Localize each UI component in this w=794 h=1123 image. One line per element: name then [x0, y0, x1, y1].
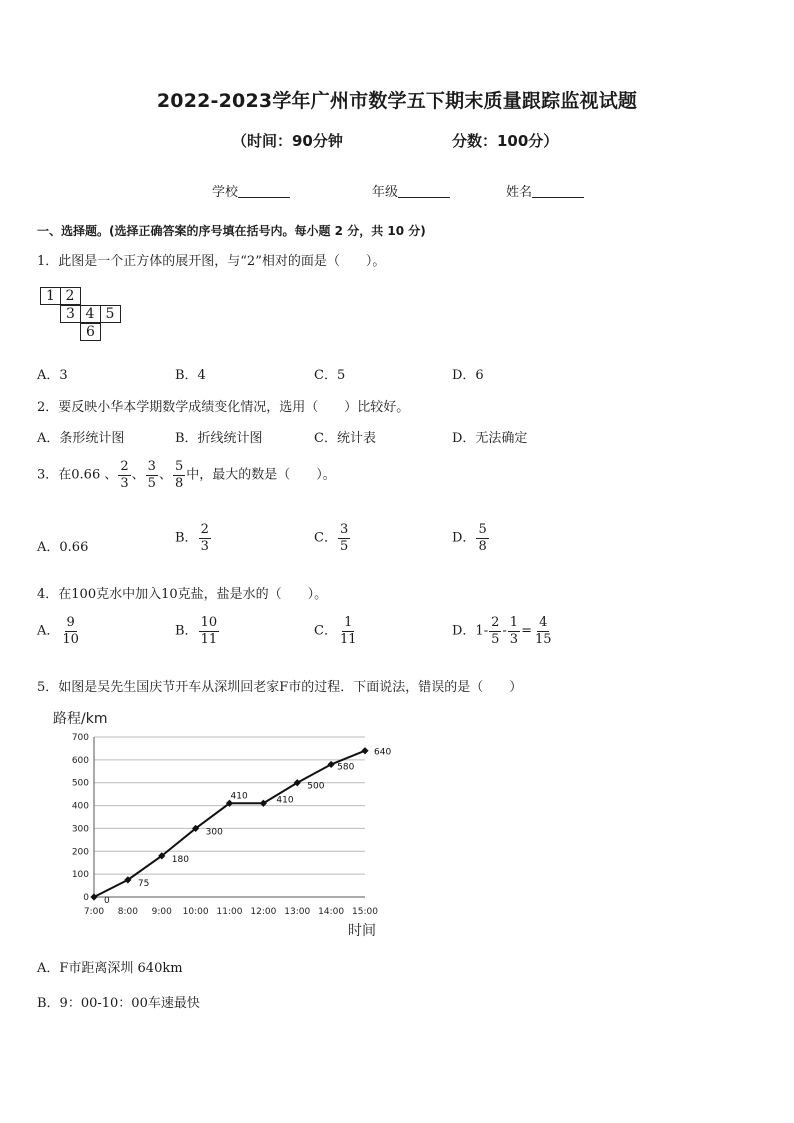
q4-option-b — [175, 616, 220, 646]
q3-c-numerator: 3 — [339, 522, 349, 537]
net-face-2: 2 — [60, 287, 81, 305]
grade-field — [372, 181, 450, 200]
q4-d-minus: - — [502, 623, 507, 639]
x-tick-label-2: 9:00 — [151, 907, 172, 917]
q4-a-denominator: 10 — [62, 631, 79, 647]
name-label: 姓名 — [506, 185, 533, 200]
q4-a-numerator: 9 — [66, 615, 75, 630]
q3-sep-2: 、 — [158, 467, 172, 483]
data-label-7: 580 — [337, 762, 355, 773]
net-face-3: 3 — [60, 305, 81, 323]
q3-b-label: B． — [175, 530, 198, 546]
x-tick-label-1: 8:00 — [117, 907, 138, 917]
q3-option-d — [452, 523, 490, 553]
section-heading: 一、选择题。(选择正确答案的序号填在括号内。每小题 2 分，共 10 分) — [37, 224, 426, 238]
q3-f1-numerator: 2 — [120, 459, 129, 474]
q3-prefix: 3．在0.66 、 — [37, 467, 118, 483]
q1-option-d: D．6 — [452, 368, 484, 383]
y-tick-label-300: 300 — [71, 824, 89, 835]
q1-option-a: A．3 — [37, 368, 68, 383]
q4-b-fraction — [199, 616, 220, 646]
net-face-1: 1 — [40, 287, 61, 305]
q4-b-denominator: 11 — [200, 631, 218, 647]
name-blank — [532, 183, 584, 198]
y-tick-label-500: 500 — [71, 778, 89, 789]
grade-blank — [398, 183, 450, 198]
data-label-2: 180 — [171, 854, 189, 865]
x-tick-label-3: 10:00 — [182, 907, 209, 917]
chart-ylabel: 路程/km — [53, 711, 108, 727]
chart-data-labels — [104, 748, 391, 906]
data-label-0: 0 — [104, 896, 110, 906]
q2-option-b: B．折线统计图 — [175, 431, 263, 446]
q4-d-equals: = — [521, 623, 532, 639]
exam-time: （时间：90分钟 — [232, 132, 343, 150]
q3-f3-denominator: 8 — [174, 475, 184, 491]
x-tick-label-0: 7:00 — [83, 907, 105, 917]
q3-b-numerator: 2 — [200, 522, 209, 537]
school-field — [212, 181, 290, 200]
chart-x-axis — [84, 907, 378, 917]
q4-d-f1-numerator: 2 — [491, 615, 500, 630]
exam-score: 分数：100分） — [452, 132, 559, 150]
data-label-4: 410 — [230, 791, 248, 802]
school-label: 学校 — [212, 185, 239, 200]
q4-option-c — [314, 616, 360, 646]
q3-d-denominator: 8 — [478, 538, 487, 554]
q4-a-label: A． — [37, 623, 60, 639]
q3-option-b — [175, 523, 212, 553]
q4-option-d — [452, 616, 555, 646]
y-tick-label-0: 0 — [83, 893, 89, 903]
q4-d-fraction-2 — [508, 616, 520, 646]
q1-option-b: B．4 — [175, 368, 206, 383]
data-label-3: 300 — [205, 827, 223, 838]
q4-d-f1-denominator: 5 — [491, 631, 500, 647]
q4-b-label: B． — [175, 623, 198, 639]
q3-f1-denominator: 3 — [120, 475, 129, 491]
page-title: 2022-2023学年广州市数学五下期末质量跟踪监视试题 — [156, 90, 638, 112]
data-point-0 — [90, 893, 97, 900]
q3-fraction-3 — [173, 460, 185, 490]
net-face-5: 5 — [100, 305, 121, 323]
chart-xlabel: 时间 — [348, 923, 376, 939]
q3-fraction-2 — [146, 460, 158, 490]
y-tick-label-600: 600 — [71, 755, 89, 766]
net-face-4: 4 — [80, 305, 101, 323]
q2-option-a: A．条形统计图 — [37, 431, 125, 446]
q3-suffix: 中，最大的数是（ ）。 — [186, 467, 336, 483]
q4-b-numerator: 10 — [200, 615, 218, 630]
q4-c-denominator: 11 — [339, 631, 357, 647]
question-2: 2．要反映小华本学期数学成绩变化情况，选用（ ）比较好。 — [37, 400, 410, 415]
net-face-6: 6 — [80, 323, 101, 341]
q3-c-fraction — [338, 523, 350, 553]
q3-f3-numerator: 5 — [174, 459, 184, 474]
q5-option-a: A．F市距离深圳 640km — [37, 961, 183, 976]
distance-time-chart — [35, 700, 395, 945]
q4-option-a — [37, 616, 82, 646]
y-tick-label-400: 400 — [71, 801, 89, 812]
q3-option-c — [314, 523, 351, 553]
chart-series-line — [94, 751, 365, 897]
grade-label: 年级 — [372, 185, 399, 200]
q2-option-d: D．无法确定 — [452, 431, 528, 446]
q3-b-denominator: 3 — [200, 538, 209, 554]
q4-d-label: D．1- — [452, 623, 489, 639]
data-label-8: 640 — [374, 747, 392, 758]
q4-c-fraction — [338, 616, 359, 646]
q3-fraction-1 — [118, 460, 130, 490]
x-tick-label-7: 14:00 — [318, 907, 345, 917]
data-point-8 — [361, 747, 368, 754]
q4-d-f3-denominator: 15 — [534, 631, 552, 647]
name-field — [506, 181, 584, 200]
y-tick-label-100: 100 — [71, 870, 89, 881]
question-4: 4．在100克水中加入10克盐，盐是水的（ ）。 — [37, 587, 328, 602]
q4-d-f2-numerator: 1 — [509, 615, 519, 630]
q4-a-fraction — [60, 616, 81, 646]
data-point-7 — [328, 761, 335, 768]
q3-b-fraction — [199, 523, 211, 553]
q3-c-denominator: 5 — [339, 538, 349, 554]
q4-d-f3-numerator: 4 — [539, 615, 548, 630]
x-tick-label-4: 11:00 — [216, 907, 243, 917]
x-tick-label-8: 15:00 — [352, 907, 378, 917]
data-label-1: 75 — [137, 878, 150, 889]
x-tick-label-5: 12:00 — [250, 907, 277, 917]
q5-option-b: B．9：00-10：00车速最快 — [37, 996, 200, 1011]
q3-d-numerator: 5 — [478, 522, 487, 537]
q2-option-c: C．统计表 — [314, 431, 376, 446]
q3-d-label: D． — [452, 530, 476, 546]
q3-sep-1: 、 — [131, 467, 145, 483]
chart-y-axis — [72, 733, 94, 903]
q3-option-a: A．0.66 — [37, 540, 89, 555]
chart-gridlines — [94, 737, 365, 897]
school-blank — [238, 183, 290, 198]
q3-f2-denominator: 5 — [147, 475, 156, 491]
q4-d-fraction-3 — [533, 616, 554, 646]
data-label-5: 410 — [276, 795, 294, 806]
q4-d-fraction-1 — [489, 616, 501, 646]
q3-c-label: C． — [314, 530, 337, 546]
x-tick-label-6: 13:00 — [284, 907, 311, 917]
y-tick-label-200: 200 — [71, 847, 89, 858]
q1-option-c: C．5 — [314, 368, 346, 383]
q3-f2-numerator: 3 — [147, 459, 156, 474]
y-tick-label-700: 700 — [71, 733, 89, 743]
q4-d-f2-denominator: 3 — [509, 631, 519, 647]
q3-d-fraction — [476, 523, 488, 553]
question-1: 1．此图是一个正方体的展开图，与“2”相对的面是（ ）。 — [37, 254, 386, 269]
data-label-6: 500 — [307, 781, 325, 792]
question-3 — [37, 460, 336, 490]
q4-c-label: C． — [314, 623, 337, 639]
q4-c-numerator: 1 — [344, 615, 353, 630]
question-5: 5．如图是吴先生国庆节开车从深圳回老家F市的过程．下面说法，错误的是（ ） — [37, 680, 523, 695]
